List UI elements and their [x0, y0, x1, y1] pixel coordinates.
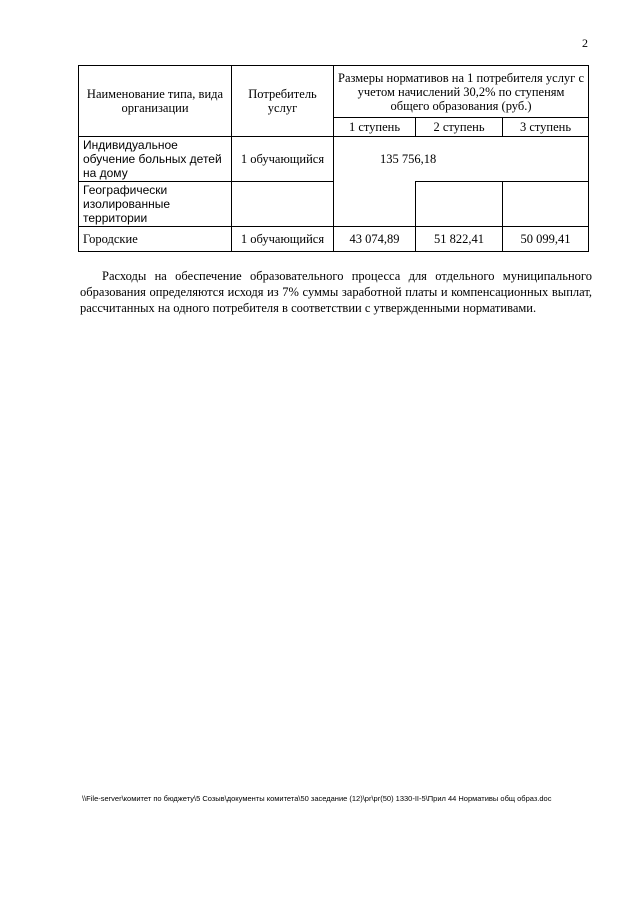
header-consumer: Потребитель услуг	[232, 66, 334, 137]
table-header-row	[79, 66, 589, 118]
row-empty-cell	[334, 182, 416, 227]
row-merged-value: 135 756,18	[334, 137, 589, 182]
row-value-stage-1: 43 074,89	[334, 227, 416, 252]
file-path-footer: \\File-server\комитет по бюджету\5 Созыв\документы комитета\50 заседание (12)\pr\pr(50) 1330-II-5\Прил 44 Нормативы общ образ.doc	[82, 794, 552, 803]
page-number: 2	[582, 36, 588, 50]
header-name: Наименование типа, вида организации	[79, 66, 232, 137]
row-consumer: 1 обучающийся	[232, 227, 334, 252]
row-name: Городские	[79, 227, 232, 252]
header-stage-1: 1 ступень	[334, 118, 416, 137]
header-stage-3: 3 ступень	[503, 118, 589, 137]
row-consumer: 1 обучающийся	[232, 137, 334, 182]
body-paragraph: Расходы на обеспечение образовательного процесса для отдельного муниципального образования определяются исходя из 7% суммы заработной платы и компенсационных выплат, рассчитанных на одного потребителя в соответствии с утвержденными нормативами.	[80, 269, 592, 315]
table-row	[79, 227, 589, 252]
row-empty-cell	[503, 182, 589, 227]
table-row	[79, 137, 589, 182]
row-empty-cell	[416, 182, 503, 227]
header-norms: Размеры нормативов на 1 потребителя услуг с учетом начислений 30,2% по ступеням общего образования (руб.)	[334, 66, 589, 118]
row-value-stage-3: 50 099,41	[503, 227, 589, 252]
header-stage-2: 2 ступень	[416, 118, 503, 137]
norms-table	[78, 65, 589, 252]
row-name: Географически изолированные территории	[79, 182, 232, 227]
table-row	[79, 182, 589, 227]
row-name: Индивидуальное обучение больных детей на дому	[79, 137, 232, 182]
row-empty-cell	[232, 182, 334, 227]
row-value-stage-2: 51 822,41	[416, 227, 503, 252]
